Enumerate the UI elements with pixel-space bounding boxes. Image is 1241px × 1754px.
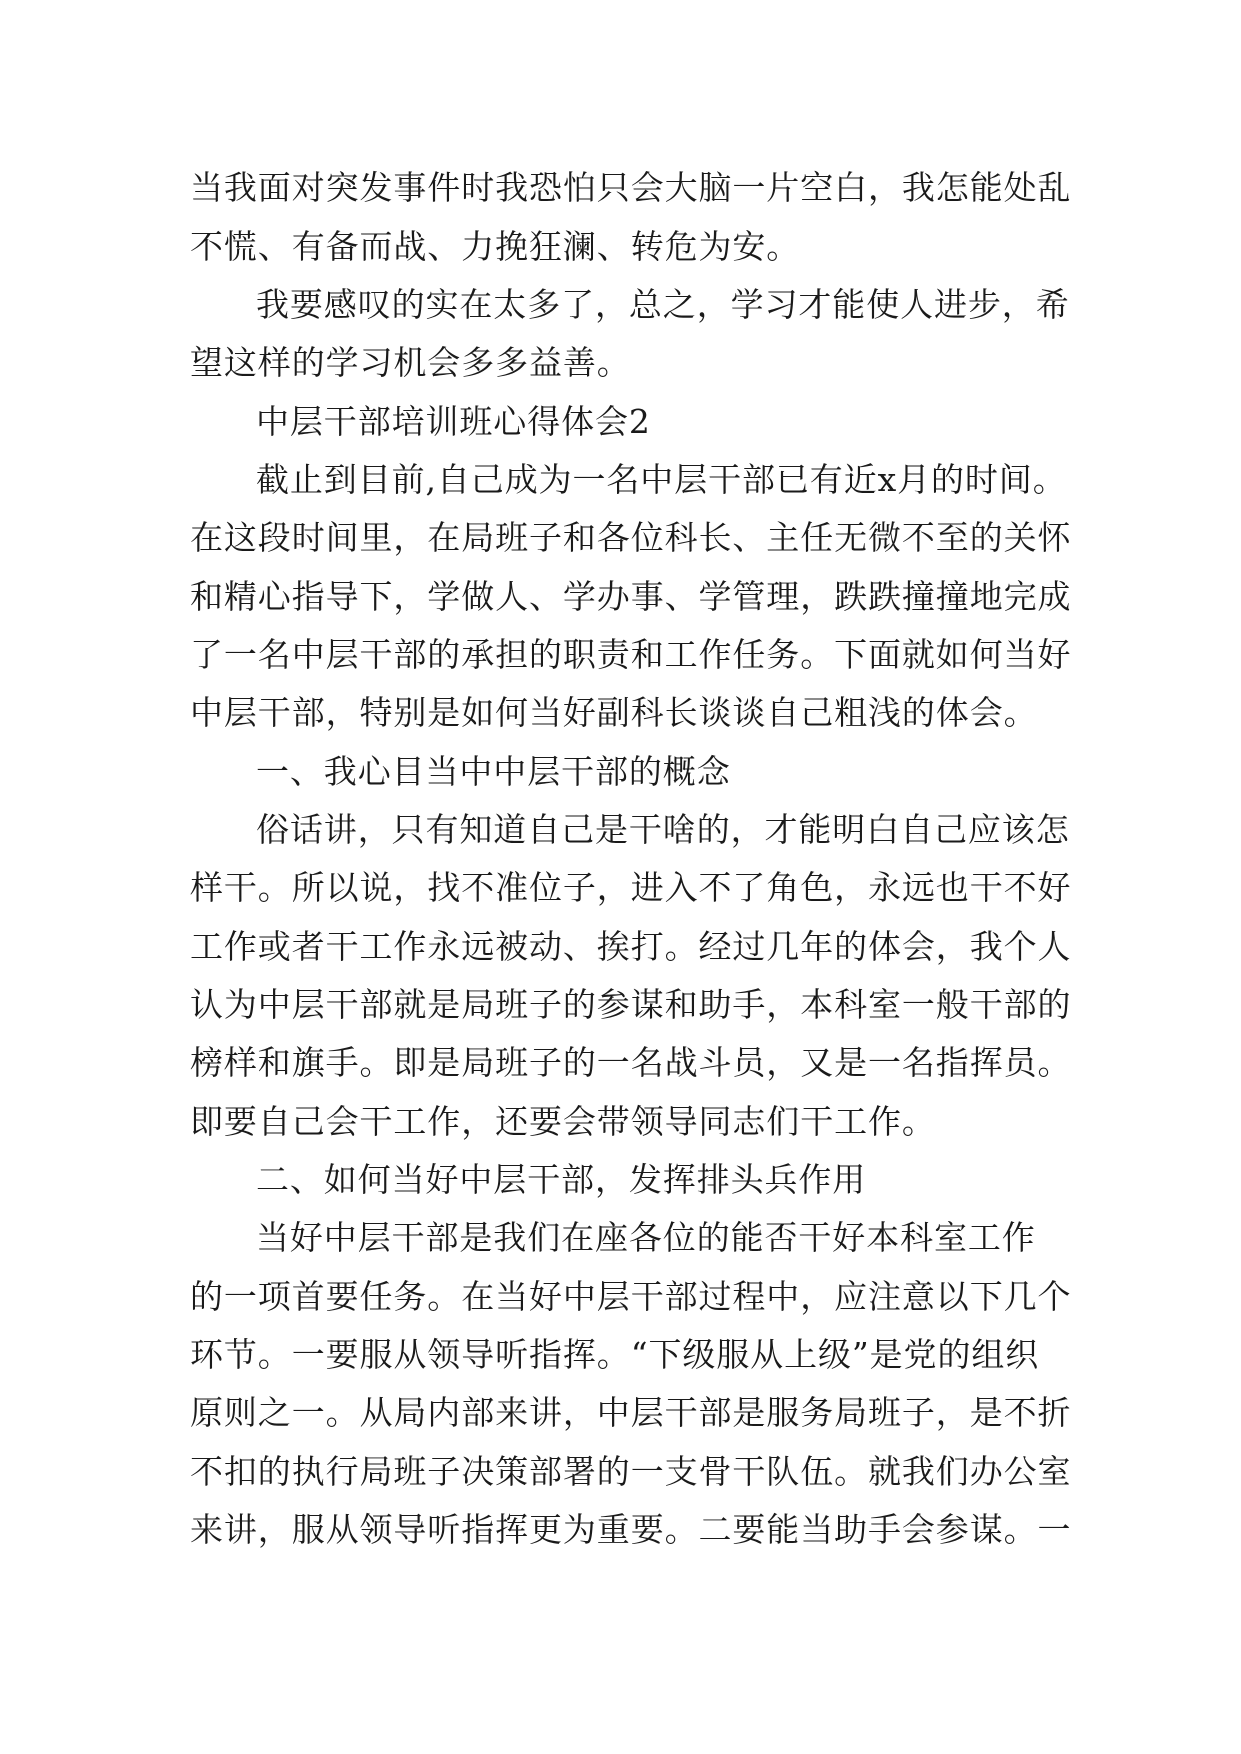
body-text-line: 环节。一要服从领导听指挥。“下级服从上级”是党的组织	[190, 1335, 1040, 1374]
body-text-line: 望这样的学习机会多多益善。	[190, 343, 631, 382]
body-text-line: 的一项首要任务。在当好中层干部过程中，应注意以下几个	[190, 1277, 1072, 1316]
body-text-line: 榜样和旗手。即是局班子的一名战斗员，又是一名指挥员。	[190, 1043, 1072, 1082]
subsection-heading: 二、如何当好中层干部，发挥排头兵作用	[256, 1160, 867, 1199]
body-text-line: 了一名中层干部的承担的职责和工作任务。下面就如何当好	[190, 635, 1072, 674]
body-text-line: 原则之一。从局内部来讲，中层干部是服务局班子，是不折	[190, 1393, 1072, 1432]
section-heading: 中层干部培训班心得体会2	[256, 402, 651, 441]
body-text-line: 当我面对突发事件时我恐怕只会大脑一片空白，我怎能处乱	[190, 168, 1072, 207]
body-text-line: 在这段时间里，在局班子和各位科长、主任无微不至的关怀	[190, 518, 1072, 557]
body-text-line: 认为中层干部就是局班子的参谋和助手，本科室一般干部的	[190, 985, 1072, 1024]
body-text-line: 不扣的执行局班子决策部署的一支骨干队伍。就我们办公室	[190, 1452, 1072, 1491]
body-text-line: 中层干部，特别是如何当好副科长谈谈自己粗浅的体会。	[190, 693, 1038, 732]
body-text-line: 样干。所以说，找不准位子，进入不了角色，永远也干不好	[190, 868, 1072, 907]
paragraph-first-line: 截止到目前,自己成为一名中层干部已有近x月的时间。	[256, 460, 1067, 499]
body-text-line: 来讲，服从领导听指挥更为重要。二要能当助手会参谋。一	[190, 1510, 1072, 1549]
body-text-line: 不慌、有备而战、力挽狂澜、转危为安。	[190, 227, 801, 266]
body-text-line: 工作或者干工作永远被动、挨打。经过几年的体会，我个人	[190, 927, 1072, 966]
body-text-line: 即要自己会干工作，还要会带领导同志们干工作。	[190, 1102, 936, 1141]
subsection-heading: 一、我心目当中中层干部的概念	[256, 752, 731, 791]
paragraph-first-line: 俗话讲，只有知道自己是干啥的，才能明白自己应该怎	[256, 810, 1070, 849]
paragraph-first-line: 当好中层干部是我们在座各位的能否干好本科室工作	[256, 1218, 1036, 1257]
paragraph-first-line: 我要感叹的实在太多了，总之，学习才能使人进步，希	[256, 285, 1070, 324]
body-text-line: 和精心指导下，学做人、学办事、学管理，跌跌撞撞地完成	[190, 577, 1072, 616]
